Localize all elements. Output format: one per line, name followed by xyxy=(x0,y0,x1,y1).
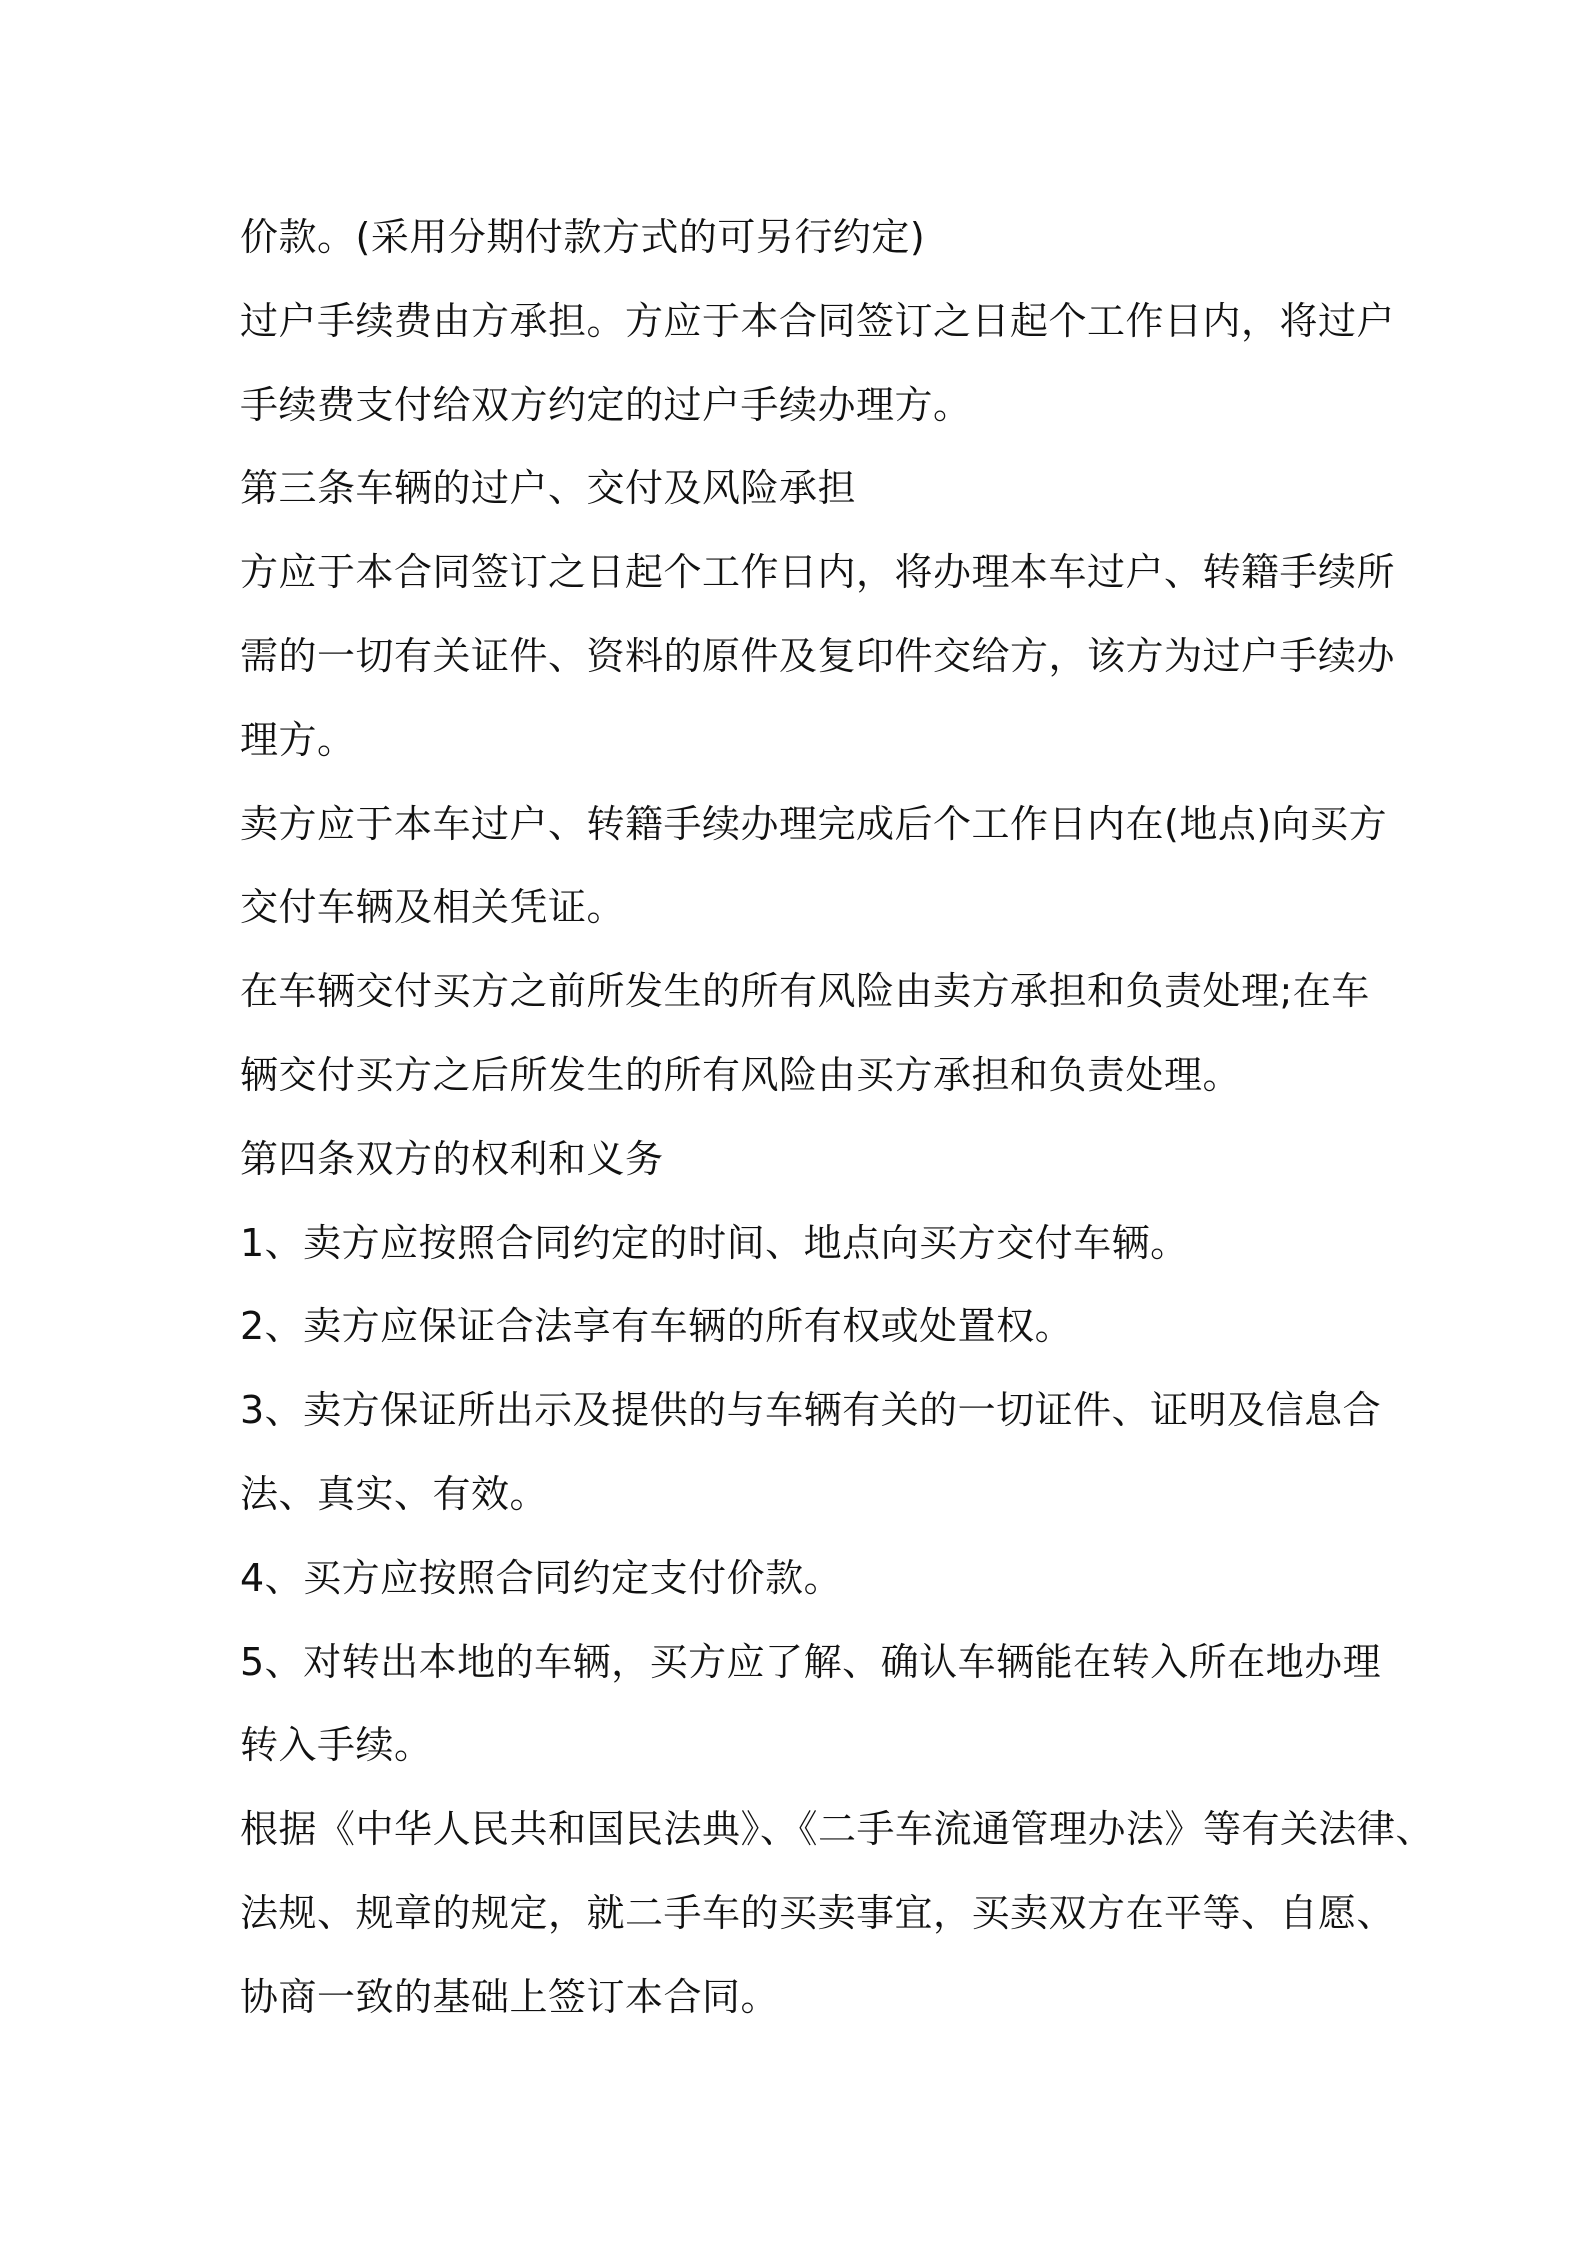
text-line: 在车辆交付买方之前所发生的所有风险由卖方承担和负责处理;在车 xyxy=(240,969,1370,1014)
text-line: 根据《中华人民共和国民法典》、《二手车流通管理办法》等有关法律、 xyxy=(240,1807,1435,1852)
list-item: 2、卖方应保证合法享有车辆的所有权或处置权。 xyxy=(240,1304,1074,1349)
section-heading: 第四条双方的权利和义务 xyxy=(240,1136,664,1181)
text-line: 方应于本合同签订之日起个工作日内，将办理本车过户、转籍手续所 xyxy=(240,550,1396,595)
list-item: 1、卖方应按照合同约定的时间、地点向买方交付车辆。 xyxy=(240,1220,1189,1265)
text-line: 过户手续费由方承担。方应于本合同签订之日起个工作日内，将过户 xyxy=(240,298,1396,343)
text-line: 理方。 xyxy=(240,717,356,762)
list-item: 4、买方应按照合同约定支付价款。 xyxy=(240,1555,843,1600)
text-line: 转入手续。 xyxy=(240,1723,433,1768)
document-body xyxy=(240,196,1435,2040)
section-heading: 第三条车辆的过户、交付及风险承担 xyxy=(240,466,857,511)
list-item: 3、卖方保证所出示及提供的与车辆有关的一切证件、证明及信息合 xyxy=(240,1388,1382,1433)
text-line: 手续费支付给双方约定的过户手续办理方。 xyxy=(240,382,972,427)
text-line: 法、真实、有效。 xyxy=(240,1471,549,1516)
text-line: 卖方应于本车过户、转籍手续办理完成后个工作日内在(地点)向买方 xyxy=(240,801,1388,846)
list-item: 5、对转出本地的车辆，买方应了解、确认车辆能在转入所在地办理 xyxy=(240,1639,1382,1684)
text-line: 需的一切有关证件、资料的原件及复印件交给方，该方为过户手续办 xyxy=(240,633,1396,678)
text-line: 法规、规章的规定，就二手车的买卖事宜，买卖双方在平等、自愿、 xyxy=(240,1890,1396,1935)
text-line: 协商一致的基础上签订本合同。 xyxy=(240,1974,780,2019)
text-line: 辆交付买方之后所发生的所有风险由买方承担和负责处理。 xyxy=(240,1052,1242,1097)
text-line: 价款。(采用分期付款方式的可另行约定) xyxy=(240,215,926,259)
text-line: 交付车辆及相关凭证。 xyxy=(240,885,626,930)
